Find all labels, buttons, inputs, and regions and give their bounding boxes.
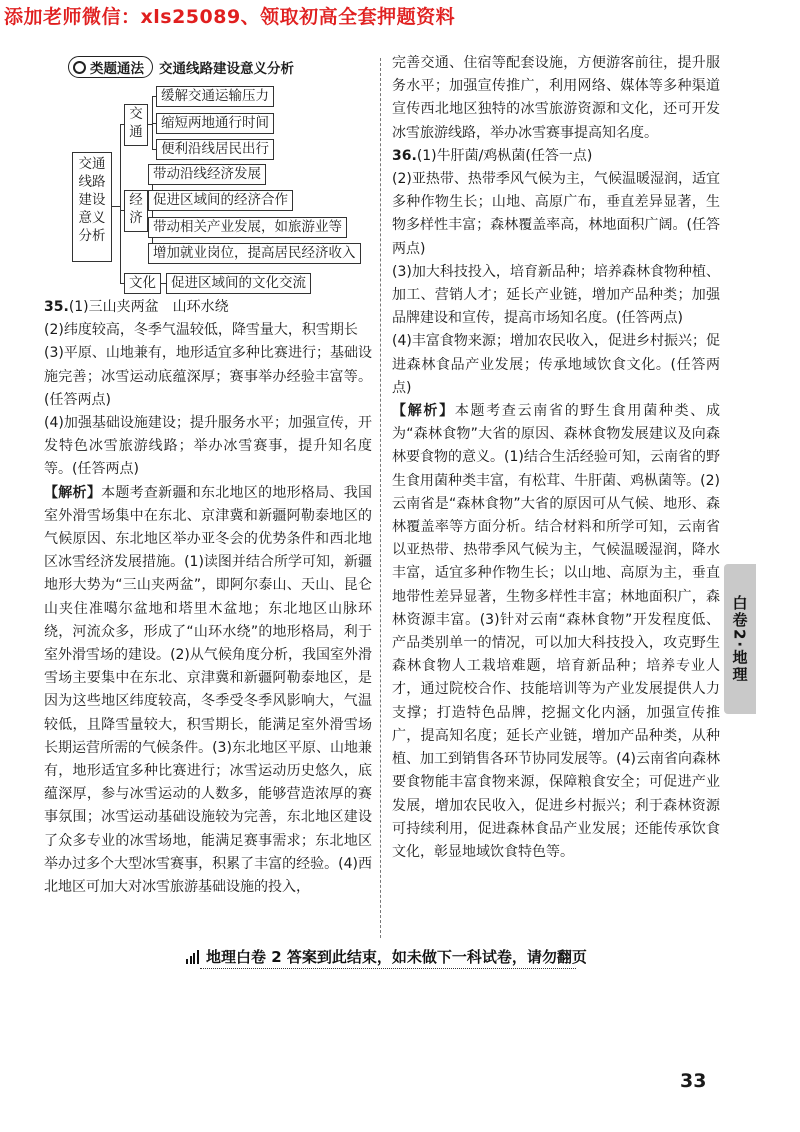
answer-text: (3)平原、山地兼有，地形适宜多种比赛进行；基础设施完善；冰雪运动底蕴深厚；赛事举办经验丰富等。(任答两点) [44,345,372,408]
category-culture: 文化 [124,273,161,294]
end-note-underline [200,968,576,969]
analysis-paragraph [44,482,372,900]
category-economy [124,190,148,232]
method-header [68,56,294,78]
page-number: 33 [680,1070,707,1092]
answer-paragraph [392,261,720,331]
root-char: 建设 [78,192,106,208]
method-title: 交通线路建设意义分析 [159,61,294,77]
answer-paragraph [44,412,372,482]
answer-text: (4)加强基础设施建设；提升服务水平；加强宣传，开发特色冰雪旅游线路；举办冰雪赛事，提升知名度等。(任答两点) [44,415,372,478]
column-divider [380,58,381,938]
root-char: 线路 [78,174,106,190]
answer-paragraph [392,52,720,145]
left-column [44,296,372,899]
root-char: 意义 [78,210,106,226]
question-number: 36. [392,147,417,164]
connector [112,206,120,207]
end-note-text: 地理白卷 2 答案到此结束，如未做下一科试卷，请勿翻页 [206,948,587,966]
end-note [186,946,587,967]
answer-text: (1)三山夹两盆 山环水绕 [68,299,229,315]
category-char: 通 [129,124,143,140]
answer-text: (3)加大科技投入，培育新品种；培养森林食物种植、加工、营销人才；延长产业链，增加产品种类；加强品牌建设和宣传，提高市场知名度。(任答两点) [392,263,720,327]
category-char: 经 [129,192,143,208]
mind-map-root [72,152,112,262]
economy-item: 促进区域间的经济合作 [148,190,293,211]
economy-item: 带动沿线经济发展 [148,164,266,185]
answer-text: (1)牛肝菌/鸡枞菌(任答一点) [416,147,593,164]
connector [152,174,153,254]
bars-icon [186,950,200,964]
answer-paragraph [392,168,720,261]
method-badge [68,56,153,78]
root-char: 分析 [78,228,106,244]
category-transport [124,104,148,146]
answer-text: (2)亚热带、热带季风气候为主，气候温暖湿润，适宜多种作物生长；山地、高原广布，垂直差异显著，生物多样性丰富；森林覆盖率高，林地面积广阔。(任答两点) [392,171,720,257]
economy-item: 增加就业岗位，提高居民经济收入 [148,243,361,264]
category-char: 交 [129,106,143,122]
connector [120,124,121,284]
analysis-tag: 【解析】 [392,403,455,420]
analysis-tag: 【解析】 [44,484,102,501]
root-char: 交通 [78,156,106,172]
answer-paragraph [392,330,720,400]
analysis-text: 本题考查云南省的野生食用菌种类、成为“森林食物”大省的原因、森林食物发展建议及向森林要食物的意义。(1)结合生活经验可知，云南省的野生食用菌种类丰富，有松茸、牛肝菌、鸡枞菌等。(2)云南省是“森林食物”大省的原因可从气候、地形、森林覆盖率等方面分析。结合材料和所学可知，云南省以亚热带、热带季风气候为主，气候温暖湿润，降水丰富，适宜多种作物生长；以山地、高原为主，垂直地带性差异显著，生物多样性丰富；林地面积广，森林资源丰富。(3)针对云南“森林食物”开发程度低、产品类别单一的情况，可以加大科技投入，攻克野生森林食物人工栽培难题，培育新品种；培养专业人才，通过院校合作、技能培训等为产业发展提供人力支撑；打造特色品牌，挖掘文化内涵，加强宣传推广，提高知名度；延长产业链，增加产品种类，从种植、加工到销售各环节协同发展等。(4)云南省向森林要食物能丰富食物来源，保障粮食安全；可促进产业发展，增加农民收入，促进乡村振兴；利于森林资源可持续利用，促进森林食品产业发展；还能传承饮食文化，彰显地域饮食特色等。 [392,403,721,860]
culture-item: 促进区域间的文化交流 [166,273,311,294]
answer-text: 完善交通、住宿等配套设施，方便游客前往，提升服务水平；加强宣传推广，利用网络、媒体等多种渠道宣传西北地区独特的冰雪旅游资源和文化，还可开发冰雪旅游线路，举办冰雪赛事提高知名度。 [392,55,720,141]
answer-paragraph [44,296,372,319]
answer-text: (2)纬度较高，冬季气温较低，降雪量大，积雪期长 [44,322,358,339]
right-column [392,52,720,864]
method-label: 类题通法 [90,61,144,77]
economy-item: 带动相关产业发展，如旅游业等 [148,217,347,238]
promo-banner: 添加老师微信：xls25089、领取初高全套押题资料 [4,6,456,28]
transport-item: 缓解交通运输压力 [156,86,274,107]
answer-paragraph [44,319,372,342]
key-icon [73,61,86,74]
category-char: 济 [129,210,143,226]
side-tab [724,564,756,714]
question-number: 35. [44,299,69,315]
analysis-paragraph [392,400,720,864]
answer-paragraph [44,342,372,412]
transport-item: 缩短两地通行时间 [156,113,274,134]
answer-paragraph [392,145,720,168]
answer-text: (4)丰富食物来源；增加农民收入，促进乡村振兴；促进森林食品产业发展；传承地域饮食文化。(任答两点) [392,333,720,396]
analysis-text: 本题考查新疆和东北地区的地形格局、我国室外滑雪场集中在东北、京津冀和新疆阿勒泰地区的气候原因、东北地区举办亚冬会的优势条件和西北地区冰雪经济发展措施。(1)读图并结合所学可知，新疆地形大势为“三山夹两盆”，即阿尔泰山、天山、昆仑山夹住准噶尔盆地和塔里木盆地；东北地区山脉环绕，河流众多，形成了“山环水绕”的地形格局，利于室外滑雪场的建设。(2)从气候角度分析，我国室外滑雪场主要集中在东北、京津冀和新疆阿勒泰地区，是因为这些地区纬度较高，冬季受冬季风影响大，气温较低，且降雪量较大，积雪期长，能满足室外滑雪场长期运营所需的气候条件。(3)东北地区平原、山地兼有，地形适宜多种比赛进行；冰雪运动历史悠久，底蕴深厚，参与冰雪运动的人数多，能够营造浓厚的赛事氛围；冰雪运动基础设施较为完善，东北地区建设了众多专业的冰雪场地，能满足赛事需求；东北地区举办过多个大型冰雪赛事，积累了丰富的经验。(4)西北地区可加大对冰雪旅游基础设施的投入， [44,484,373,896]
transport-item: 便利沿线居民出行 [156,139,274,160]
side-tab-label: 白卷2·地理 [730,594,749,684]
